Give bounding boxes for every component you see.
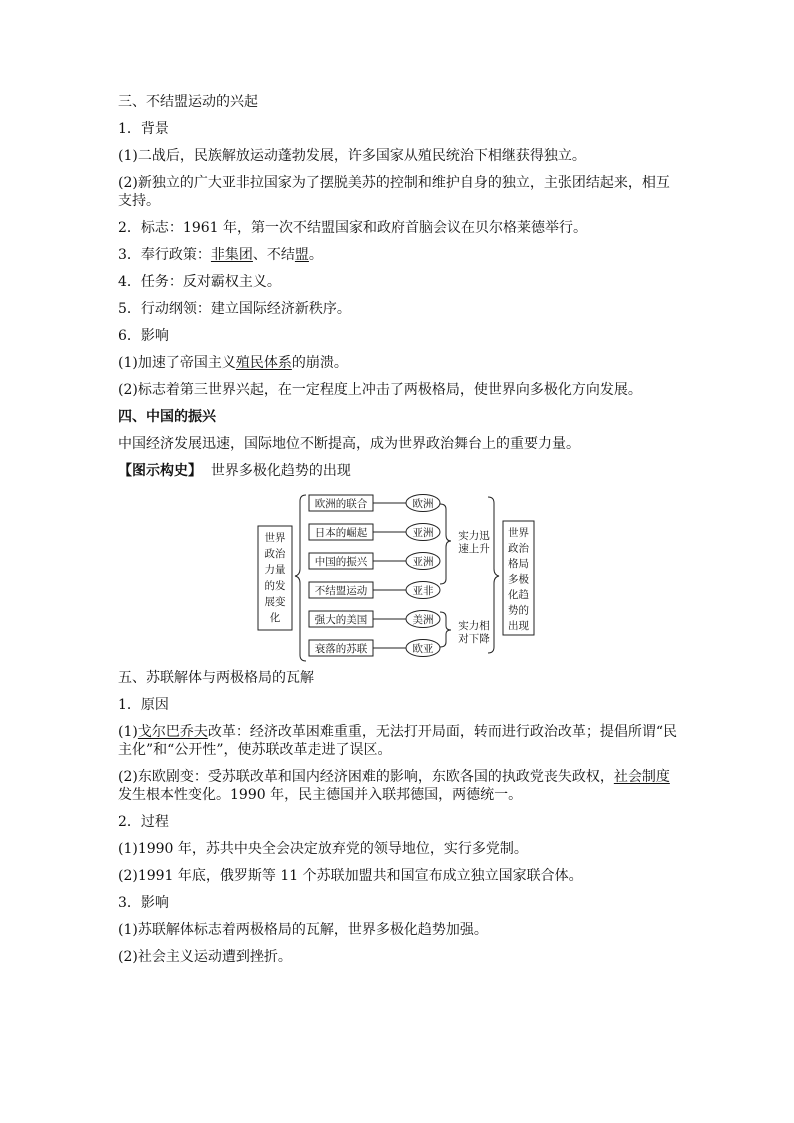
fall-bracket — [440, 612, 451, 647]
diagram-title-tag: 【图示构史】 — [118, 463, 202, 479]
region-ellipse-label: 欧亚 — [412, 643, 434, 655]
influence-item-2: (2)标志着第三世界兴起，在一定程度上冲击了两极格局，使世界向多极化方向发展。 — [118, 382, 642, 398]
region-ellipse-label: 欧洲 — [412, 498, 434, 510]
background-item-1: (1)二战后，民族解放运动蓬勃发展，许多国家从殖民统治下相继获得独立。 — [118, 148, 586, 164]
fall-label — [458, 619, 490, 645]
section-heading-nonaligned: 三、不结盟运动的兴起 — [118, 94, 258, 110]
left-label-line: 力量 — [264, 564, 286, 576]
rise-label-line: 速上升 — [458, 543, 490, 555]
underlined-term: 非集团 — [210, 247, 253, 263]
process-item-2: (2)1991 年底，俄罗斯等 11 个苏联加盟共和国宣布成立独立国家联合体。 — [118, 868, 583, 884]
right-label-line: 出现 — [508, 620, 529, 632]
left-brace — [295, 495, 306, 661]
region-ellipse-label: 美洲 — [412, 614, 434, 626]
point-process: 2．过程 — [118, 814, 169, 830]
item-box-label: 不结盟运动 — [314, 585, 368, 597]
item-box-label: 中国的振兴 — [314, 556, 368, 568]
cause-item-2: (2)东欧剧变：受苏联改革和国内经济困难的影响，东欧各国的执政党丧失政权，社会制度发生根本性变化。1990 年，民主德国并入联邦德国，两德统一。 — [118, 769, 670, 803]
right-label-line: 格局 — [508, 558, 529, 570]
diagram-title — [118, 462, 678, 489]
impact-item-1: (1)苏联解体标志着两极格局的瓦解，世界多极化趋势加强。 — [118, 922, 488, 938]
document-body — [118, 93, 678, 975]
rise-label-line: 实力迅 — [458, 530, 490, 542]
region-ellipse-label: 亚洲 — [412, 556, 434, 568]
section-heading-ussr: 五、苏联解体与两极格局的瓦解 — [118, 670, 314, 686]
region-ellipse-label: 亚洲 — [412, 527, 434, 539]
section-heading-china: 四、中国的振兴 — [118, 409, 216, 425]
right-label-line: 化趋 — [508, 589, 529, 601]
diagram-title-text: 世界多极化趋势的出现 — [210, 463, 351, 479]
fall-label-line: 对下降 — [458, 633, 490, 645]
background-item-2: (2)新独立的广大亚非拉国家为了摆脱美苏的控制和维护自身的独立，主张团结起来，相互支持。 — [118, 175, 670, 209]
china-text: 中国经济发展迅速，国际地位不断提高，成为世界政治舞台上的重要力量。 — [118, 436, 580, 452]
point-policy: 3．奉行政策：非集团、不结盟。 — [118, 247, 323, 263]
rise-bracket — [440, 504, 451, 584]
left-label-line: 展变 — [264, 596, 286, 608]
impact-item-2: (2)社会主义运动遭到挫折。 — [118, 949, 292, 965]
point-title: 背景 — [140, 121, 169, 137]
point-cause: 1．原因 — [118, 697, 169, 713]
item-box-label: 欧洲的联合 — [314, 498, 368, 510]
underlined-term: 盟 — [294, 247, 309, 263]
point-task: 4．任务：反对霸权主义。 — [118, 274, 281, 290]
underlined-term: 社会制度 — [613, 769, 670, 785]
underlined-term: 戈尔巴乔夫 — [137, 724, 208, 740]
region-ellipse-label: 亚非 — [412, 585, 434, 597]
right-label-line: 多极 — [508, 573, 529, 586]
right-label — [508, 526, 529, 632]
point-influence: 6．影响 — [118, 328, 169, 344]
left-label-line: 的发 — [264, 580, 286, 592]
point-impact: 3．影响 — [118, 895, 169, 911]
left-label-line: 化 — [269, 612, 281, 624]
left-label-line: 政治 — [264, 548, 286, 560]
left-label — [265, 531, 286, 624]
rise-label — [458, 529, 490, 555]
item-box-label: 日本的崛起 — [314, 527, 368, 539]
point-program: 5．行动纲领：建立国际经济新秩序。 — [118, 301, 351, 317]
point-number: 1． — [118, 121, 141, 137]
cause-item-1: (1)戈尔巴乔夫改革：经济改革困难重重，无法打开局面，转而进行政治改革；提倡所谓“民主化”和“公开性”，使苏联改革走进了误区。 — [118, 724, 677, 758]
right-label-line: 政治 — [508, 542, 529, 555]
underlined-term: 殖民体系 — [235, 355, 292, 371]
right-label-line: 世界 — [508, 527, 529, 539]
item-box-label: 衰落的苏联 — [314, 643, 368, 655]
right-label-line: 势的 — [508, 604, 529, 617]
influence-item-1: (1)加速了帝国主义殖民体系的崩溃。 — [118, 355, 348, 371]
left-label-line: 世界 — [264, 532, 286, 544]
point-background — [118, 120, 678, 147]
fall-label-line: 实力相 — [458, 620, 490, 632]
process-item-1: (1)1990 年，苏共中央全会决定放弃党的领导地位，实行多党制。 — [118, 841, 528, 857]
multipolar-diagram — [118, 489, 678, 669]
point-symbol: 2．标志：1961 年，第一次不结盟国家和政府首脑会议在贝尔格莱德举行。 — [118, 220, 587, 236]
diagram-items — [309, 495, 440, 657]
item-box-label: 强大的美国 — [314, 614, 368, 626]
